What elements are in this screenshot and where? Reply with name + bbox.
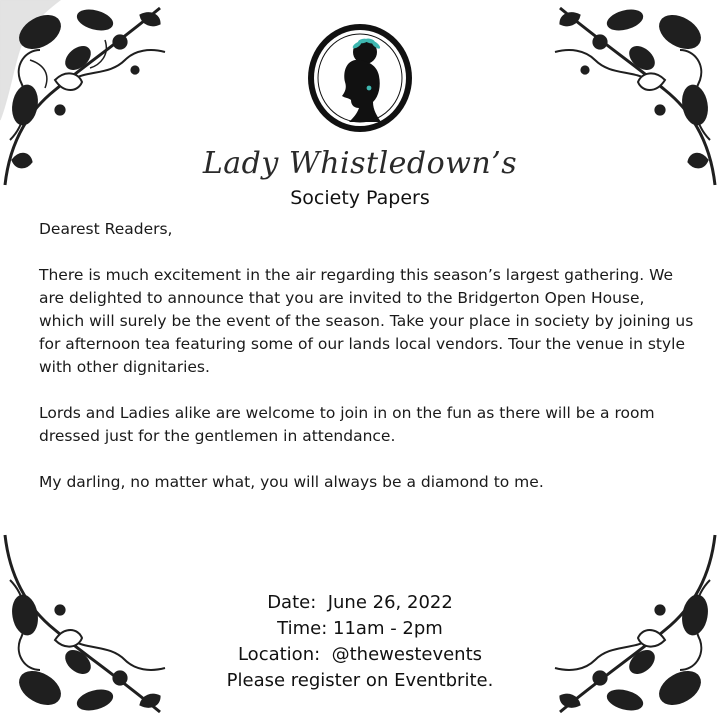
letter-body [39,218,694,517]
masthead-title: Lady Whistledown’s [202,146,518,181]
event-date: Date: June 26, 2022 [267,592,453,613]
event-registration: Please register on Eventbrite. [226,670,494,691]
letter-paragraph: Lords and Ladies alike are welcome to join in on the fun as there will be a room dressed just for the gentlemen in attendance. [39,404,655,445]
letter-greeting: Dearest Readers, [39,220,173,238]
event-location: Location: @thewestevents [237,644,483,665]
event-details [0,590,720,694]
letter-paragraph: My darling, no matter what, you will always be a diamond to me. [39,473,544,491]
lady-silhouette-cameo-icon [305,22,415,134]
letter-paragraph: There is much excitement in the air regarding this season’s largest gathering. We are delighted to announce that you are invited to the Bridgerton Open House, which will surely be the event of the season. Take your place in society by joining us for afternoon tea featuring some of our lands local vendors. Tour the venue in style with other dignitaries. [39,266,694,376]
event-time: Time: 11am - 2pm [277,618,443,639]
masthead-subtitle: Society Papers [290,187,430,209]
